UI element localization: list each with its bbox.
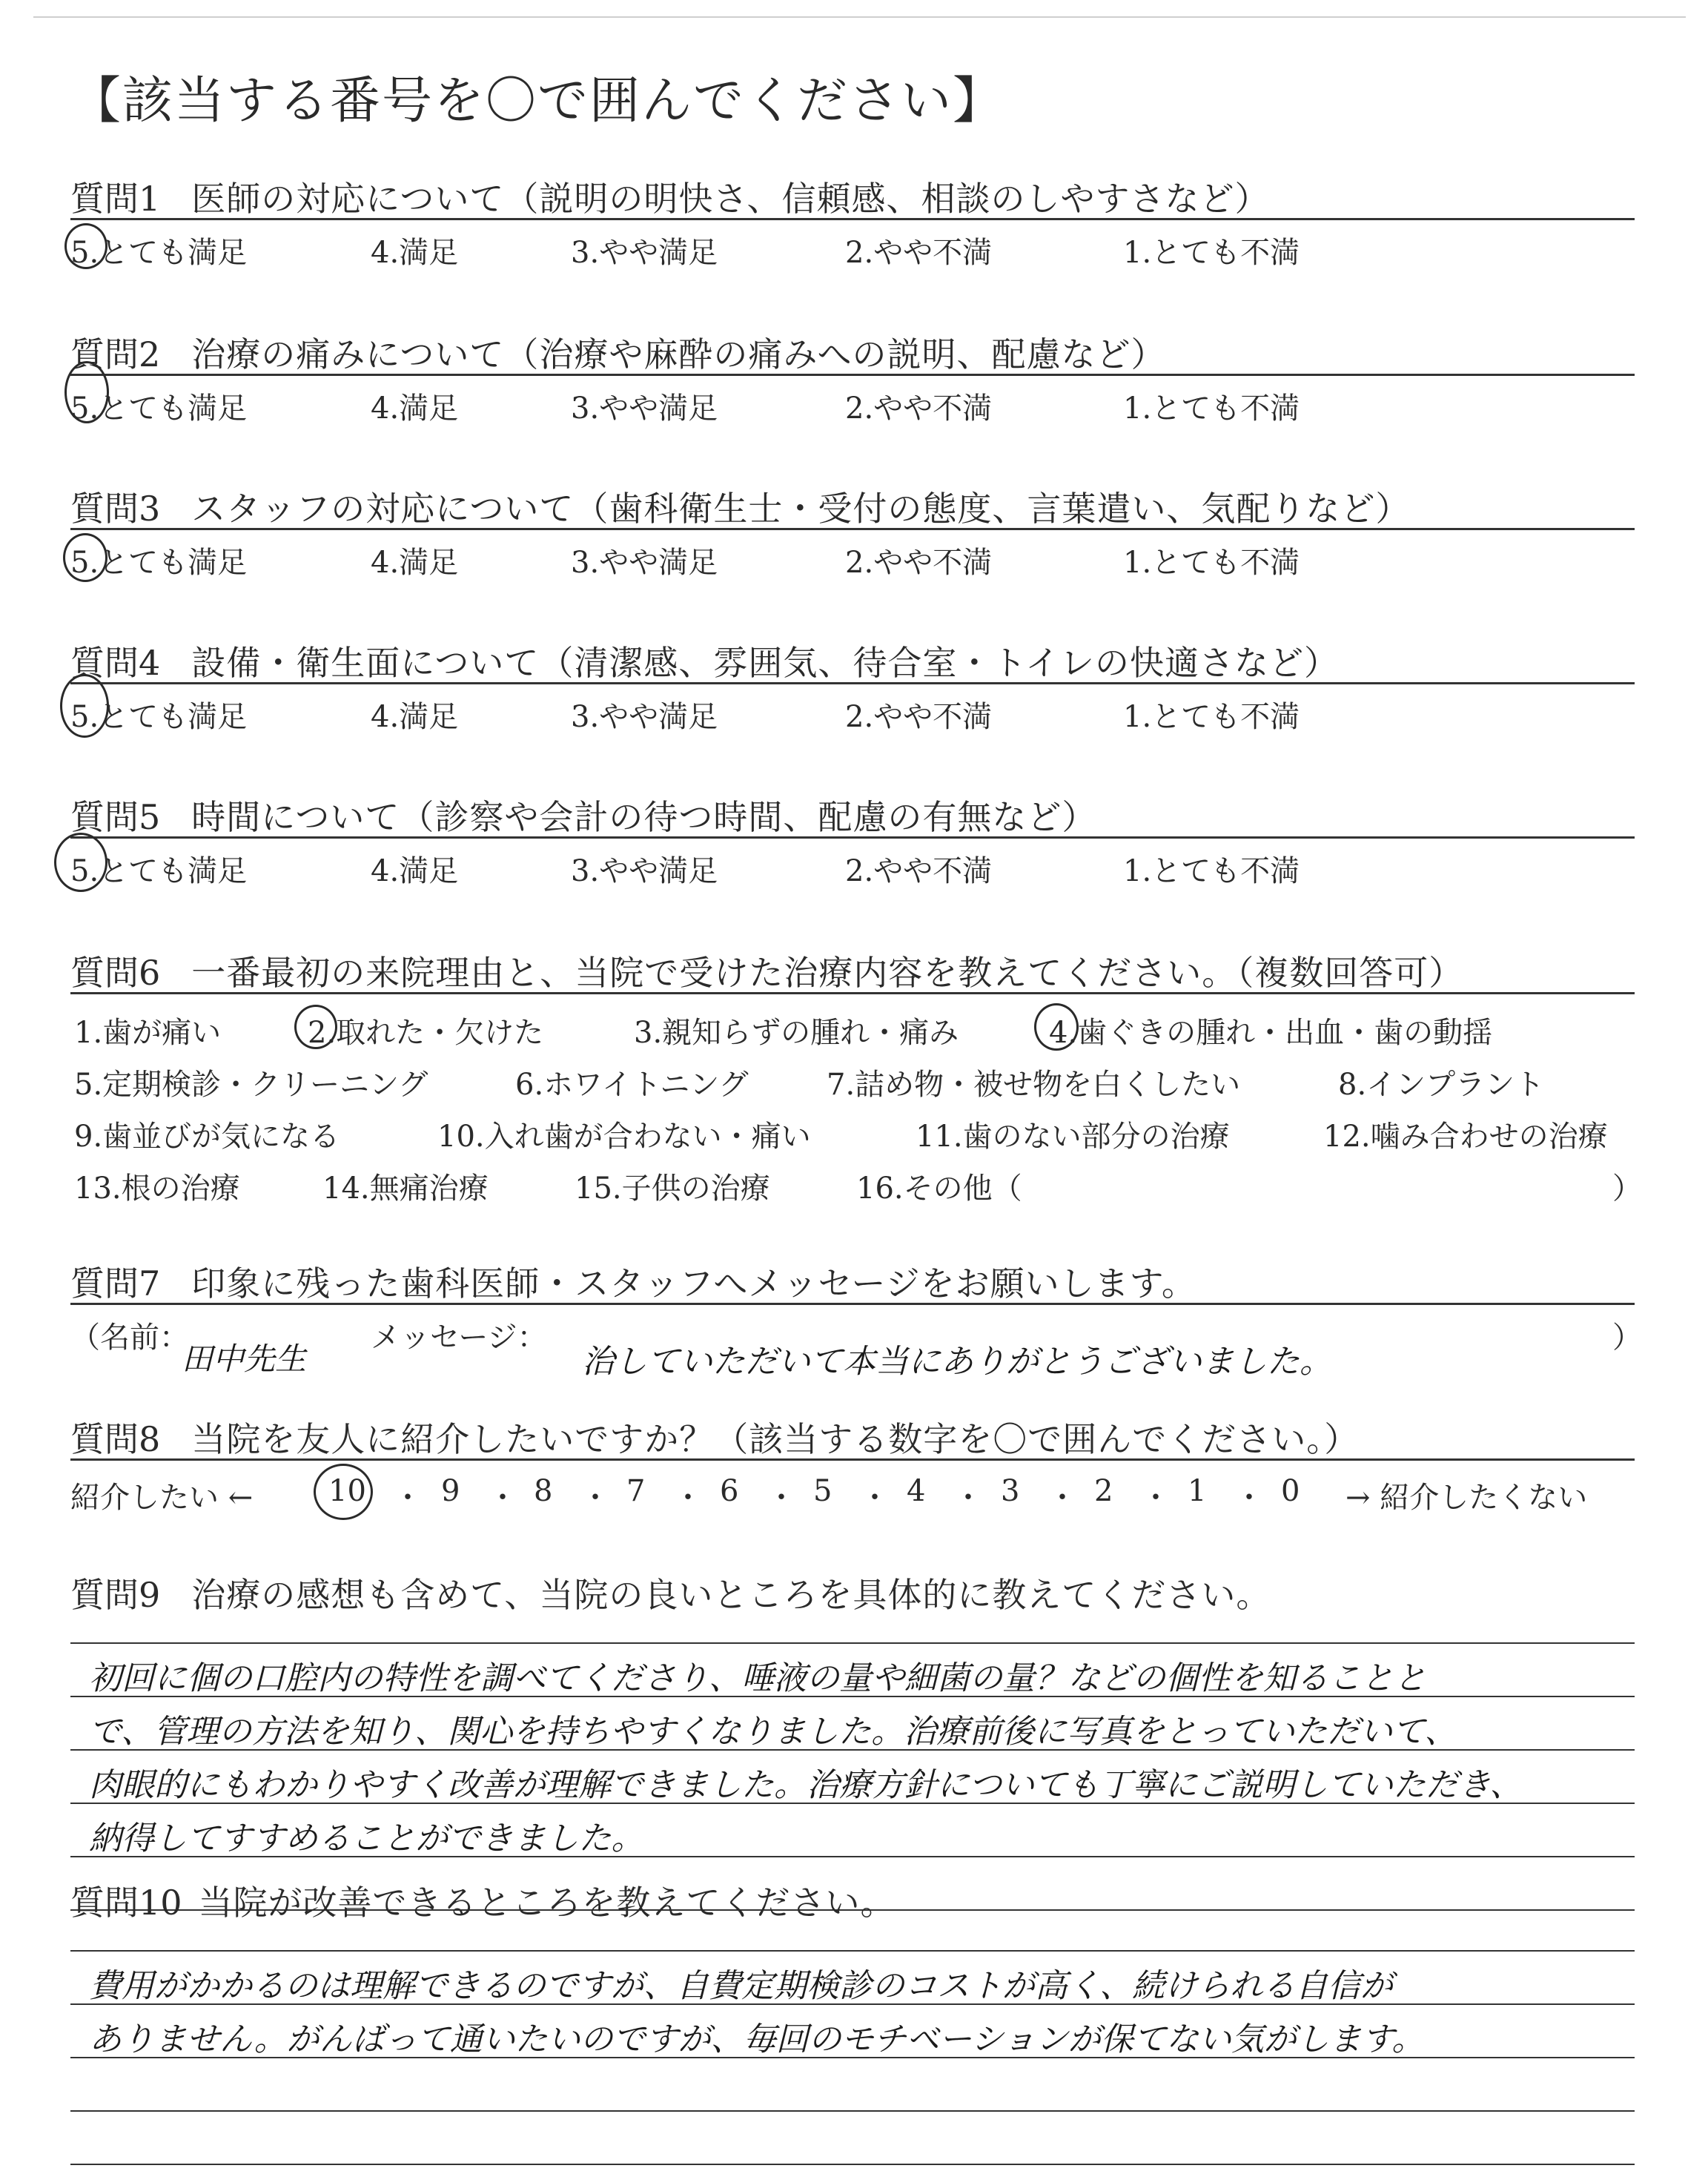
option-3[interactable]: 3.やや満足	[571, 700, 718, 734]
scale-9[interactable]: 9	[441, 1474, 460, 1508]
question-text: 時間について（診察や会計の待つ時間、配慮の有無など）	[191, 797, 1097, 837]
scale-sep: ・	[393, 1481, 423, 1515]
scale-sep: ・	[1141, 1481, 1171, 1515]
option-1[interactable]: 1.とても不満	[1123, 854, 1300, 888]
option-2[interactable]: 2.やや不満	[845, 236, 993, 270]
scale-7[interactable]: 7	[626, 1474, 646, 1508]
question-number: 質問1	[70, 179, 161, 219]
message-value[interactable]: 治していただいて本当にありがとうございました。	[582, 1343, 1332, 1381]
question-1	[70, 172, 1635, 272]
reason-5[interactable]: 5.定期検診・クリーニング	[74, 1068, 428, 1102]
scale-1[interactable]: 1	[1188, 1474, 1207, 1508]
question-number: 質問5	[70, 797, 161, 837]
rating-options	[70, 530, 1635, 582]
answer-line	[70, 1856, 1635, 1857]
top-border	[33, 16, 1686, 18]
rating-options	[70, 684, 1635, 736]
scale-6[interactable]: 6	[720, 1474, 739, 1508]
question-4	[70, 636, 1635, 736]
scale-sep: ・	[1047, 1481, 1077, 1515]
scale-right-label: → 紹介したくない	[1345, 1481, 1588, 1515]
reason-14[interactable]: 14.無痛治療	[322, 1172, 489, 1206]
name-value[interactable]: 田中先生	[182, 1341, 307, 1377]
option-5[interactable]: 5.とても満足	[70, 546, 248, 580]
question-text: 当院が改善できるところを教えてください。	[198, 1883, 896, 1923]
answer-line	[70, 1749, 1635, 1751]
scale-sep: ・	[1234, 1481, 1264, 1515]
question-8	[70, 1413, 1635, 1520]
reason-11[interactable]: 11.歯のない部分の治療	[916, 1120, 1230, 1154]
question-7	[70, 1257, 1642, 1387]
reason-3[interactable]: 3.親知らずの腫れ・痛み	[634, 1016, 959, 1050]
question-text: 治療の感想も含めて、当院の良いところを具体的に教えてください。	[191, 1575, 1271, 1615]
scale-sep: ・	[673, 1481, 703, 1515]
rating-options	[70, 839, 1635, 891]
answer-area[interactable]	[70, 1922, 1635, 2174]
rating-options	[70, 376, 1635, 428]
message-label: メッセージ：	[371, 1321, 547, 1355]
option-5[interactable]: 5.とても満足	[70, 854, 248, 888]
question-number: 質問2	[70, 334, 161, 374]
scale-2[interactable]: 2	[1094, 1474, 1113, 1508]
reason-1[interactable]: 1.歯が痛い	[74, 1016, 222, 1050]
scale-sep: ・	[488, 1481, 517, 1515]
scale-sep: ・	[860, 1481, 890, 1515]
option-3[interactable]: 3.やや満足	[571, 854, 718, 888]
answer-text-1: 初回に個の口腔内の特性を調べてくださり、唾液の量や細菌の量？などの個性を知ることと	[89, 1659, 1426, 1697]
answer-line	[70, 2110, 1635, 2112]
question-text: 一番最初の来院理由と、当院で受けた治療内容を教えてください。（複数回答可）	[191, 953, 1464, 993]
reason-13[interactable]: 13.根の治療	[74, 1172, 240, 1206]
scale-0[interactable]: 0	[1281, 1474, 1300, 1508]
question-number: 質問9	[70, 1575, 161, 1615]
reason-16-close: ）	[1612, 1172, 1642, 1206]
question-text: スタッフの対応について（歯科衛生士・受付の態度、言葉遣い、気配りなど）	[191, 489, 1411, 529]
question-5	[70, 790, 1635, 891]
question-number: 質問8	[70, 1419, 161, 1459]
instruction-title: 【該当する番号を〇で囲んでください】	[70, 72, 1005, 130]
scale-10[interactable]: 10	[328, 1474, 366, 1508]
option-5[interactable]: 5.とても満足	[70, 236, 248, 270]
reason-7[interactable]: 7.詰め物・被せ物を白くしたい	[827, 1068, 1241, 1102]
option-1[interactable]: 1.とても不満	[1123, 391, 1300, 426]
scale-sep: ・	[767, 1481, 796, 1515]
scale-8[interactable]: 8	[534, 1474, 553, 1508]
referral-scale	[70, 1461, 1635, 1520]
answer-line	[70, 1696, 1635, 1697]
answer-line	[70, 2164, 1635, 2165]
answer-line	[70, 2057, 1635, 2058]
scale-3[interactable]: 3	[1001, 1474, 1020, 1508]
question-10	[70, 1876, 1635, 2174]
reason-options	[70, 994, 1642, 1209]
question-number: 質問3	[70, 489, 161, 529]
reason-15[interactable]: 15.子供の治療	[575, 1172, 770, 1206]
question-9	[70, 1568, 1635, 1918]
question-3	[70, 482, 1635, 582]
answer-text-2: で、管理の方法を知り、関心を持ちやすくなりました。治療前後に写真をとっていただいて、	[89, 1713, 1457, 1751]
reason-2[interactable]: 2.取れた・欠けた	[308, 1016, 544, 1050]
question-number: 質問7	[70, 1263, 161, 1304]
option-3[interactable]: 3.やや満足	[571, 546, 718, 580]
question-2	[70, 328, 1635, 428]
reason-6[interactable]: 6.ホワイトニング	[515, 1068, 749, 1102]
option-2[interactable]: 2.やや不満	[845, 546, 993, 580]
answer-line	[70, 1642, 1635, 1644]
option-2[interactable]: 2.やや不満	[845, 391, 993, 426]
scale-sep: ・	[580, 1481, 610, 1515]
option-3[interactable]: 3.やや満足	[571, 391, 718, 426]
scale-sep: ・	[953, 1481, 983, 1515]
message-close: ）	[1612, 1321, 1642, 1355]
answer-line	[70, 1803, 1635, 1804]
option-1[interactable]: 1.とても不満	[1123, 700, 1300, 734]
option-4[interactable]: 4.満足	[371, 700, 459, 734]
option-3[interactable]: 3.やや満足	[571, 236, 718, 270]
message-row	[70, 1305, 1642, 1387]
question-text: 治療の痛みについて（治療や麻酔の痛みへの説明、配慮など）	[191, 334, 1166, 374]
option-4[interactable]: 4.満足	[371, 854, 459, 888]
question-number: 質問6	[70, 953, 161, 993]
option-4[interactable]: 4.満足	[371, 236, 459, 270]
answer-line	[70, 2003, 1635, 2005]
question-text: 印象に残った歯科医師・スタッフへメッセージをお願いします。	[191, 1263, 1196, 1304]
answer-text-4: 納得してすすめることができました。	[89, 1820, 644, 1857]
scale-5[interactable]: 5	[813, 1474, 833, 1508]
answer-text-3: 肉眼的にもわかりやすく改善が理解できました。治療方針についても丁寧にご説明していただき、	[89, 1766, 1523, 1804]
option-1[interactable]: 1.とても不満	[1123, 546, 1300, 580]
name-label: （名前：	[70, 1321, 189, 1355]
question-6	[70, 946, 1642, 1209]
answer-text-2: ありません。がんばって通いたいのですが、毎回のモチベーションが保てない気がします。	[89, 2021, 1425, 2058]
reason-12[interactable]: 12.噛み合わせの治療	[1323, 1120, 1608, 1154]
answer-line	[70, 1950, 1635, 1952]
option-5[interactable]: 5.とても満足	[70, 391, 248, 426]
scale-left-label: 紹介したい ←	[70, 1481, 254, 1515]
question-text: 設備・衛生面について（清潔感、雰囲気、待合室・トイレの快適さなど）	[191, 643, 1340, 683]
question-text: 当院を友人に紹介したいですか？（該当する数字を〇で囲んでください。）	[191, 1419, 1360, 1459]
reason-10[interactable]: 10.入れ歯が合わない・痛い	[437, 1120, 811, 1154]
reason-9[interactable]: 9.歯並びが気になる	[74, 1120, 340, 1154]
question-number: 質問10	[70, 1883, 182, 1923]
option-1[interactable]: 1.とても不満	[1123, 236, 1300, 270]
option-2[interactable]: 2.やや不満	[845, 854, 993, 888]
question-number: 質問4	[70, 643, 161, 683]
reason-16[interactable]: 16.その他（	[856, 1172, 1022, 1206]
option-4[interactable]: 4.満足	[371, 546, 459, 580]
rating-options	[70, 220, 1635, 272]
answer-area[interactable]	[70, 1614, 1635, 1918]
option-4[interactable]: 4.満足	[371, 391, 459, 426]
question-text: 医師の対応について（説明の明快さ、信頼感、相談のしやすさなど）	[191, 179, 1270, 219]
option-2[interactable]: 2.やや不満	[845, 700, 993, 734]
reason-4[interactable]: 4.歯ぐきの腫れ・出血・歯の動揺	[1049, 1016, 1493, 1050]
option-5[interactable]: 5.とても満足	[70, 700, 248, 734]
reason-8[interactable]: 8.インプラント	[1338, 1068, 1545, 1102]
scale-4[interactable]: 4	[907, 1474, 926, 1508]
answer-text-1: 費用がかかるのは理解できるのですが、自費定期検診のコストが高く、続けられる自信が	[89, 1967, 1394, 2005]
